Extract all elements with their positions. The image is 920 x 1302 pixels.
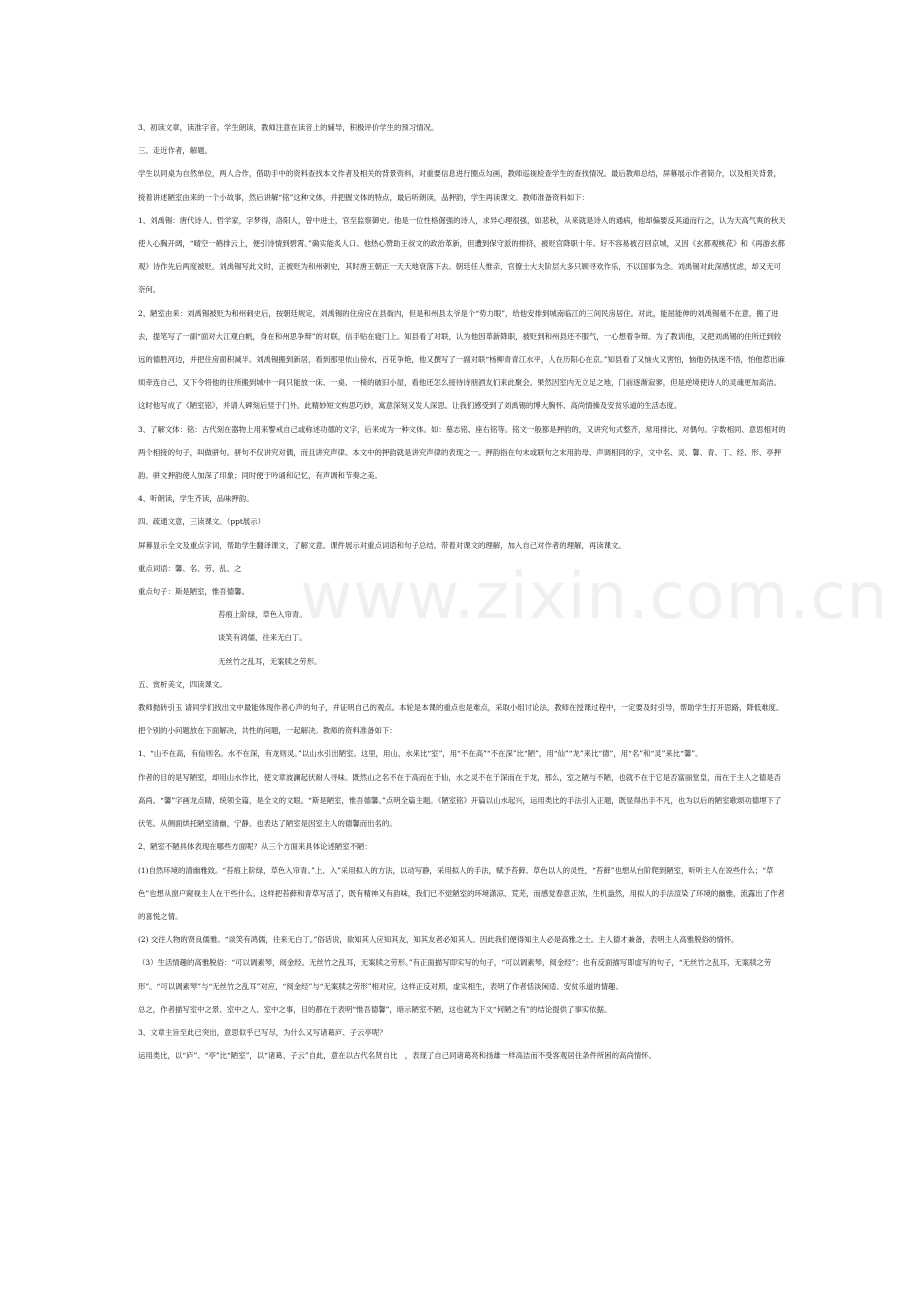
- paragraph: 运用类比，以“庐”、“亭”比“陋室”，以“诸葛、子云”自此，意在以古代名贤自比 ，表现了自己同诸葛亮和扬雄一样高洁而不受客观居住条件所困的高尚情怀。: [138, 1051, 657, 1061]
- paragraph: 五、赏析美文，四读课文。: [138, 679, 227, 689]
- paragraph: 苔痕上阶绿，草色入帘青。: [218, 610, 307, 620]
- paragraph: 屏幕显示全文及重点字词，帮助学生翻译课文，了解文意。课件展示对重点词语和句子总结。带着对课文的理解，加入自己对作者的理解，再读课文。: [138, 540, 626, 550]
- paragraph: 学生以同桌为自然单位，两人合作，借助手中的资料查找本文作者及相关的背景资料，对重要信息进行圈点勾画，教师巡视检查学生的查找情况。最后教师总结，屏幕展示作者简介，以及相关背景，接着讲述陋室由来的一个小故事，然后讲解“铭”这种文体，并把握文体的特点，最后听朗读，品押韵，学生再读课文。教师准备资料如下：: [138, 169, 781, 202]
- paragraph: 1、“山不在高，有仙则名。水不在深，有龙则灵。”以山水引出陋室。这里，用山、水来比“室”，用“不在高”“不在深”比“陋”，用“仙”“龙”来比“德”，用“名”和“灵”来比“馨”。: [138, 749, 703, 759]
- paragraph: (2) 交往人物的贤良儒雅。“谈笑有鸿儒，往来无白丁。”俗话说，欲知其人应知其友，知其友者必知其人。因此我们便得知主人必是高雅之士。主人德才兼备，表明主人高雅脱俗的情怀。: [138, 935, 739, 945]
- paragraph: （3）生活情趣的高雅脱俗：“可以调素琴，阅金经。无丝竹之乱耳，无案牍之劳形。”有正面描写即实写的句子，“可以调素琴，阅金经”；也有反面描写即虚写的句子，“无丝竹之乱耳，无案牍之劳形”。“可以调素琴”与“无丝竹之乱耳”对应，“阅金经”与“无案牍之劳形”相对应，这样正反对照，虚实相生，表明了作者恬淡闲适、安贫乐道的情趣。: [138, 958, 772, 991]
- paragraph: 无丝竹之乱耳，无案牍之劳形。: [218, 656, 322, 666]
- paragraph: 四、疏通文意，三读课文。（ppt展示）: [138, 517, 265, 527]
- paragraph: 3、初读文章，读准字音。学生朗读，教师注意在读音上的辅导，积极评价学生的预习情况。: [138, 123, 439, 132]
- paragraph: 2、陋室不陋具体表现在哪些方面呢？从三个方面来具体论述陋室不陋：: [138, 842, 372, 852]
- paragraph: 2、陋室由来：刘禹锡被贬为和州刺史后，按朝廷规定，刘禹锡的住房应在县衙内，但是和州县太爷是个“势力眼”，给他安排到城南临江的三间民房居住。对此，能屈能伸的刘禹锡毫不在意，搬了进去，提笔写了一副“面对大江观白帆，身在和州思争辩”的对联，信手贴在寝门上。知县看了对联，认为他因革新降职，被贬到和州县还不服气，一心想着争辩。为了教训他，又把刘禹锡的住所迁到较远的德胜河边，并把住房面积减半。刘禹锡搬到新居，看到那里依山傍水，百花争艳，他又撰写了一副对联“杨柳青青江水平，人在历阳心在京。”知县看了又恼火又害怕，恼他仍执迷不悟，怕他惹出麻烦牵连自己，又下令将他的住所搬到城中一间只能放一床、一桌、一椅的破旧小屋，看他还怎么接待诗朋酒友们来此聚会。果然因室内无立足之地，门前逐渐寂寥，但是逆境使诗人的灵魂更加高洁。这时他写成了《陋室铭》，并请人碑刻后竖于门外。此精妙短文构思巧妙，寓意深刻又发人深思。让我们感受到了刘禹锡的博大胸怀、高尚情操及安贫乐道的生活态度。: [138, 308, 785, 411]
- paragraph: 3、了解文体：铭：古代刻在器物上用来警戒自己或称述功德的文字，后来成为一种文体。如：墓志铭、座右铭等。铭文一般都是押韵的，又讲究句式整齐，常用排比、对偶句。字数相同、意思相对的两个相接的句子，叫做骈句。骈句不仅讲究对偶，而且讲究声律。本文中的押韵就是讲究声律的表现之一。押韵指在句末或联句之末用韵母、声调相同的字，文中名、灵、馨、青、丁、经、形、亭押韵。骈文押韵使人加深了印象；同时便于吟诵和记忆，有声调和节奏之美。: [138, 424, 786, 481]
- paragraph: 作者的目的是写陋室，却用山水作比，使文章波澜起伏耐人寻味。既然山之名不在于高而在于仙，水之灵不在于深而在于龙，那么，室之陋与不陋，也就不在于它是否富丽堂皇，而在于主人之德是否高尚。“馨”字画龙点睛，统领全篇，是全文的文眼。“斯是陋室，惟吾德馨。”点明全篇主题。《陋室铭》开篇以山水起兴，运用类比的手法引入正题，既显得出手不凡，也为以后的陋室歌颂功德埋下了伏笔。从侧面烘托陋室清幽，宁静。也表达了陋室是因室主人的德馨而出名的。: [138, 772, 782, 829]
- paragraph: 三、走近作者，解题。: [138, 146, 212, 156]
- document-body: [138, 116, 788, 1067]
- paragraph: 1、刘禹锡：唐代诗人、哲学家，字梦得，洛阳人，曾中进士，官至监察御史。他是一位性格倔强的诗人，求异心理很强，如悲秋，从来就是诗人的通病，他却偏要反其道而行之，认为天高气爽的秋天使人心胸开阔，“晴空一鹤排云上，便引诗情到碧霄。”确实能炙人口。他热心赞助王叔文的政治革新，但遭到保守派的排挤，被贬官降职十年。好不容易被召回京城，又因《玄都观桃花》和《再游玄都观》诗作先后两度被贬。刘禹锡写此文时，正被贬为和州刺史，其时唐王朝正一天天地衰落下去。朝廷任人惟亲，官僚士大夫阶层大多只顾寻欢作乐，不以国事为念。刘禹锡对此深感忧虑，却又无可奈何。: [138, 215, 786, 295]
- watermark: www.zixin.com.cn: [300, 560, 889, 634]
- paragraph: (1)自然环境的清幽雅致。“苔痕上阶绿，草色入帘青。”上、入”采用拟人的方法，以动写静，采用拟人的手法，赋予苔藓、草色以人的灵性，“苔藓”也想从台阶爬到陋室，听听主人在说些什么；“草色”也想从窗户窥视主人在干些什么。这样把苔藓和青草写活了，既有精神又有韵味，我们已不觉陋室的环境潇凉、荒芜，而感觉春意正浓，生机盎然，用拟人的手法渲染了环境的幽雅，流露出了作者的喜悦之情。: [138, 865, 785, 921]
- paragraph: 3、文章主旨至此已突出，意思似乎已写尽，为什么又写诸葛庐、子云亭呢？: [138, 1027, 387, 1037]
- paragraph: 重点词语：馨、名、劳、乱、之: [138, 563, 242, 573]
- paragraph: 总之，作者描写室中之景、室中之人、室中之事，目的都在于表明“惟吾德馨”，暗示陋室不陋，这也就为下文“何陋之有”的结论提供了事实依据。: [138, 1004, 612, 1014]
- paragraph: 重点句子：斯是陋室，惟吾德馨。: [138, 587, 249, 597]
- paragraph: 4、听朗读，学生齐读，品味押韵。: [138, 494, 254, 504]
- paragraph: 谈笑有鸿儒，往来无白丁。: [218, 633, 307, 643]
- paragraph: 教师抛砖引玉 请同学们找出文中最能体现作者心声的句子，并证明自己的观点。本轮是本课的重点也是难点，采取小组讨论法，教师在授课过程中，一定要及时引导，帮助学生打开思路，降低难度。把个别的小问题放在下面解决，共性的问题，一起解决。教师的资料准备如下：: [138, 703, 784, 736]
